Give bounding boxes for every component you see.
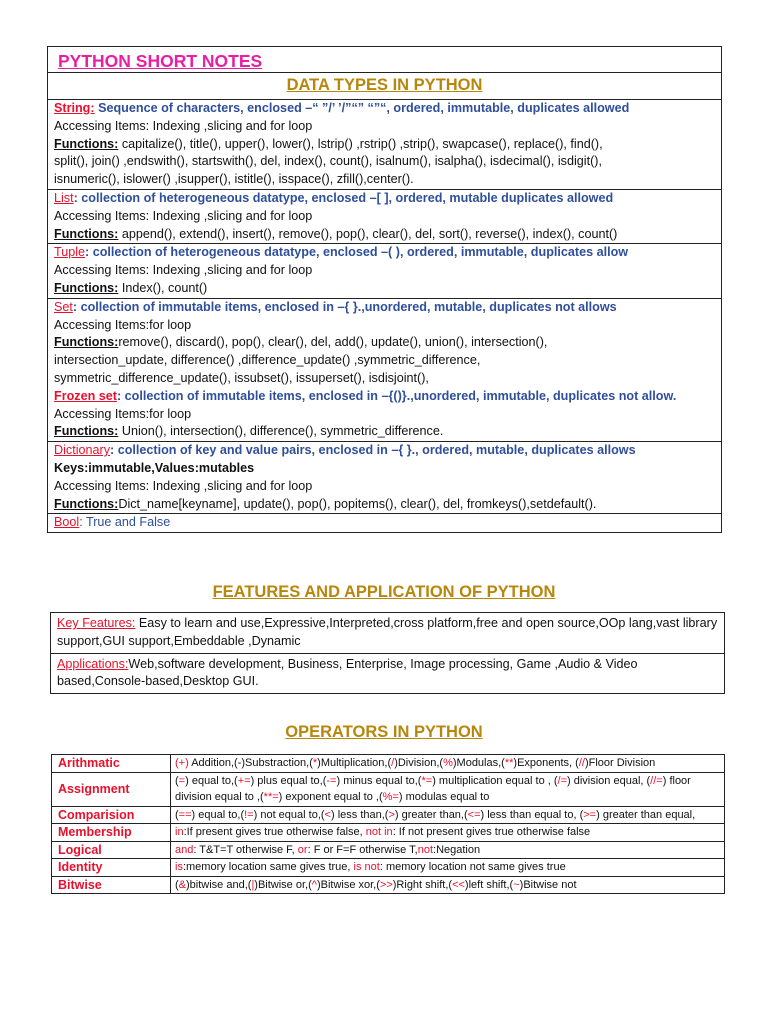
features-header: FEATURES AND APPLICATION OF PYTHON bbox=[212, 583, 556, 601]
operator-text: )left shift,( bbox=[464, 878, 514, 891]
operator-symbol: /= bbox=[557, 774, 568, 787]
operator-symbol: in bbox=[175, 826, 184, 838]
operator-symbol: not in bbox=[365, 826, 393, 838]
operator-symbol: ~ bbox=[513, 878, 520, 891]
operator-description bbox=[171, 876, 725, 894]
operator-text: )Multiplication,( bbox=[317, 757, 392, 769]
applications-text: Web,software development, Business, Enterprise, Image processing, Game ,Audio & Video based,Console-based,Desktop GUI. bbox=[57, 656, 638, 689]
operator-symbol: & bbox=[178, 878, 187, 891]
operator-text: ) less than,( bbox=[330, 808, 389, 821]
operator-symbol: | bbox=[251, 878, 255, 891]
operator-description bbox=[171, 824, 725, 842]
operator-text: :memory location same gives true, bbox=[182, 861, 354, 873]
string-functions-label: Functions: bbox=[54, 136, 119, 151]
list-definition: : collection of heterogeneous datatype, enclosed –[ ], ordered, mutable duplicates allowed bbox=[73, 190, 614, 205]
operator-symbol: is not bbox=[353, 861, 380, 873]
set-access: Accessing Items:for loop bbox=[54, 317, 192, 332]
operator-name: Comparision bbox=[52, 806, 171, 824]
operator-text: : If not present gives true otherwise false bbox=[392, 826, 591, 838]
dictionary-keys: Keys:immutable,Values:mutables bbox=[54, 460, 255, 475]
operator-text: ) minus equal to,( bbox=[336, 774, 422, 787]
operator-row bbox=[52, 841, 725, 859]
operator-text: )Modulas,( bbox=[452, 757, 505, 769]
operator-text: )Exponents, ( bbox=[513, 757, 579, 769]
tuple-functions-label: Functions: bbox=[54, 280, 119, 295]
operator-text: )Floor Division bbox=[584, 757, 656, 769]
operator-symbol: != bbox=[244, 808, 254, 821]
operator-name: Logical bbox=[52, 841, 171, 859]
operator-name: Arithmatic bbox=[52, 755, 171, 773]
dictionary-name: Dictionary bbox=[54, 443, 110, 458]
operator-row bbox=[52, 859, 725, 877]
page-title-cell bbox=[48, 47, 721, 73]
operator-description bbox=[171, 859, 725, 877]
operator-text: )Division,( bbox=[394, 757, 444, 769]
operator-symbol: // bbox=[578, 757, 585, 769]
operator-description bbox=[171, 772, 725, 806]
operator-row bbox=[52, 772, 725, 806]
operator-text: ) multiplication equal to , ( bbox=[432, 774, 558, 787]
operator-text: ) equal to,( bbox=[191, 808, 245, 821]
operator-text: )bitwise and,( bbox=[186, 878, 252, 891]
frozen-set-name: Frozen set bbox=[54, 388, 117, 403]
operator-text: : T&T=T otherwise F, bbox=[193, 843, 298, 856]
operator-symbol: is bbox=[175, 861, 183, 873]
applications-row bbox=[51, 653, 724, 694]
key-features-row bbox=[51, 613, 724, 653]
set-functions-1: remove(), discard(), pop(), clear(), del, add(), update(), union(), intersection(), bbox=[118, 335, 548, 350]
operator-text: ) exponent equal to ,( bbox=[278, 791, 383, 803]
string-row bbox=[48, 99, 721, 189]
bool-definition: : True and False bbox=[79, 515, 171, 530]
string-access: Accessing Items: Indexing ,slicing and for loop bbox=[54, 118, 313, 133]
operator-text: ) greater than equal, bbox=[596, 808, 696, 821]
operator-text: ) plus equal to,( bbox=[250, 774, 327, 787]
operator-text: )Bitwise not bbox=[519, 878, 577, 891]
operator-symbol: += bbox=[237, 774, 251, 787]
data-types-header-cell bbox=[48, 73, 721, 99]
operator-row bbox=[52, 755, 725, 773]
operator-symbol: < bbox=[324, 808, 331, 821]
operators-table bbox=[51, 754, 725, 894]
dictionary-definition: : collection of key and value pairs, enclosed in –{ }., ordered, mutable, duplicates allows bbox=[110, 443, 636, 458]
set-definition: : collection of immutable items, enclosed in –{ }.,unordered, mutable, duplicates not allows bbox=[72, 299, 617, 314]
operator-text: ) modulas equal to bbox=[398, 791, 490, 803]
operator-symbol: and bbox=[175, 843, 194, 856]
operator-text: ) not equal to,( bbox=[253, 808, 325, 821]
operator-name: Membership bbox=[52, 824, 171, 842]
string-functions-2: split(), join() ,endswith(), startswith(), del, index(), count(), isalnum(), isalpha(), isdecimal(), isdigit(), bbox=[54, 154, 602, 169]
operator-symbol: -= bbox=[326, 774, 337, 787]
tuple-access: Accessing Items: Indexing ,slicing and for loop bbox=[54, 263, 313, 278]
operator-text: ) greater than,( bbox=[394, 808, 468, 821]
tuple-row bbox=[48, 243, 721, 297]
list-name: List bbox=[54, 190, 74, 205]
operator-text: : F or F=F otherwise T, bbox=[307, 843, 418, 856]
list-access: Accessing Items: Indexing ,slicing and for loop bbox=[54, 208, 313, 223]
list-row bbox=[48, 189, 721, 243]
data-types-table bbox=[47, 46, 722, 533]
operator-name: Bitwise bbox=[52, 876, 171, 894]
list-functions-label: Functions: bbox=[54, 226, 119, 241]
operator-description bbox=[171, 806, 725, 824]
operator-text: :Negation bbox=[433, 843, 481, 856]
operator-symbol: *= bbox=[421, 774, 433, 787]
operator-symbol: ^ bbox=[311, 878, 317, 891]
operator-text: )Right shift,( bbox=[392, 878, 453, 891]
operator-symbol: **= bbox=[263, 791, 279, 803]
operator-symbol: * bbox=[312, 757, 318, 769]
key-features-text: Easy to learn and use,Expressive,Interpreted,cross platform,free and open source,OOp lang,vast library support,GUI support,Embeddable ,Dynamic bbox=[57, 616, 718, 648]
operator-text: :If present gives true otherwise false, bbox=[183, 826, 366, 838]
page-title: PYTHON SHORT NOTES bbox=[58, 51, 263, 71]
set-row bbox=[48, 298, 721, 441]
operator-symbol: or bbox=[297, 843, 308, 856]
operator-symbol: << bbox=[452, 878, 465, 891]
string-definition: Sequence of characters, enclosed –“ ”/’ ’/”“” “”“, ordered, immutable, duplicates allowed bbox=[94, 101, 630, 115]
operators-header-wrap bbox=[0, 723, 768, 742]
operator-symbol: <= bbox=[467, 808, 481, 821]
operator-symbol: ** bbox=[504, 757, 514, 769]
operator-text: ) division equal, ( bbox=[567, 774, 651, 787]
string-functions-1: capitalize(), title(), upper(), lower(), lstrip() ,rstrip() ,strip(), swapcase(), replace(), find(), bbox=[118, 136, 603, 151]
frozen-set-functions-label: Functions: bbox=[54, 424, 119, 439]
set-functions-3: symmetric_difference_update(), issubset(), issuperset(), isdisjoint(), bbox=[54, 370, 429, 385]
applications-label: Applications: bbox=[57, 656, 129, 671]
operator-row bbox=[52, 806, 725, 824]
operator-name: Identity bbox=[52, 859, 171, 877]
tuple-functions: Index(), count() bbox=[118, 280, 208, 295]
operator-symbol: >= bbox=[583, 808, 597, 821]
operator-symbol: == bbox=[178, 808, 192, 821]
dictionary-functions: Dict_name[keyname], update(), pop(), popitems(), clear(), del, fromkeys(),setdefault(). bbox=[118, 496, 597, 511]
set-functions-label: Functions: bbox=[54, 335, 119, 350]
operator-symbol: % bbox=[443, 757, 453, 769]
dictionary-access: Accessing Items: Indexing ,slicing and for loop bbox=[54, 478, 313, 493]
bool-row bbox=[48, 513, 721, 532]
string-name: String: bbox=[54, 101, 95, 115]
frozen-set-access: Accessing Items:for loop bbox=[54, 406, 192, 421]
frozen-set-functions: Union(), intersection(), difference(), symmetric_difference. bbox=[118, 424, 444, 439]
list-functions: append(), extend(), insert(), remove(), pop(), clear(), del, sort(), reverse(), index(), count() bbox=[118, 226, 618, 241]
bool-name: Bool bbox=[54, 515, 80, 530]
tuple-definition: : collection of heterogeneous datatype, enclosed –( ), ordered, immutable, duplicates allow bbox=[85, 245, 629, 260]
operator-text: Addition,(-)Substraction,( bbox=[188, 757, 313, 769]
tuple-name: Tuple bbox=[54, 245, 86, 260]
operator-symbol: not bbox=[417, 843, 434, 856]
operator-description bbox=[171, 755, 725, 773]
operator-text: ( bbox=[175, 878, 179, 891]
features-header-wrap bbox=[0, 583, 768, 602]
operator-symbol: >> bbox=[379, 878, 393, 891]
operator-row bbox=[52, 824, 725, 842]
operator-symbol: > bbox=[388, 808, 395, 821]
operator-text: )Bitwise or,( bbox=[254, 878, 312, 891]
operator-text: ) floor division equal to ,( bbox=[175, 774, 691, 803]
operator-text: ( bbox=[175, 808, 179, 821]
operator-symbol: //= bbox=[650, 774, 663, 787]
dictionary-functions-label: Functions: bbox=[54, 496, 119, 511]
operator-text: ) equal to,( bbox=[185, 774, 238, 787]
data-types-header: DATA TYPES IN PYTHON bbox=[286, 76, 483, 94]
operator-symbol: = bbox=[178, 774, 186, 787]
key-features-label: Key Features: bbox=[57, 616, 136, 630]
operator-text: ( bbox=[175, 774, 179, 787]
operator-text: )Bitwise xor,( bbox=[316, 878, 380, 891]
set-name: Set bbox=[54, 299, 73, 314]
operator-text: ) less than equal to, ( bbox=[480, 808, 584, 821]
operator-text: : memory location not same gives true bbox=[379, 861, 566, 873]
string-functions-3: isnumeric(), islower() ,isupper(), istitle(), isspace(), zfill(),center(). bbox=[54, 172, 414, 187]
set-functions-2: intersection_update, difference() ,difference_update() ,symmetric_difference, bbox=[54, 353, 481, 368]
operator-row bbox=[52, 876, 725, 894]
operator-description bbox=[171, 841, 725, 859]
operator-symbol: %= bbox=[382, 791, 399, 803]
operator-name: Assignment bbox=[52, 772, 171, 806]
features-table bbox=[50, 612, 725, 694]
operator-symbol: (+) bbox=[175, 757, 189, 769]
operators-header: OPERATORS IN PYTHON bbox=[285, 723, 483, 741]
frozen-set-definition: : collection of immutable items, enclosed in –{()}.,unordered, immutable, duplicates not allow. bbox=[116, 388, 677, 403]
operator-symbol: / bbox=[391, 757, 395, 769]
dictionary-row bbox=[48, 441, 721, 513]
